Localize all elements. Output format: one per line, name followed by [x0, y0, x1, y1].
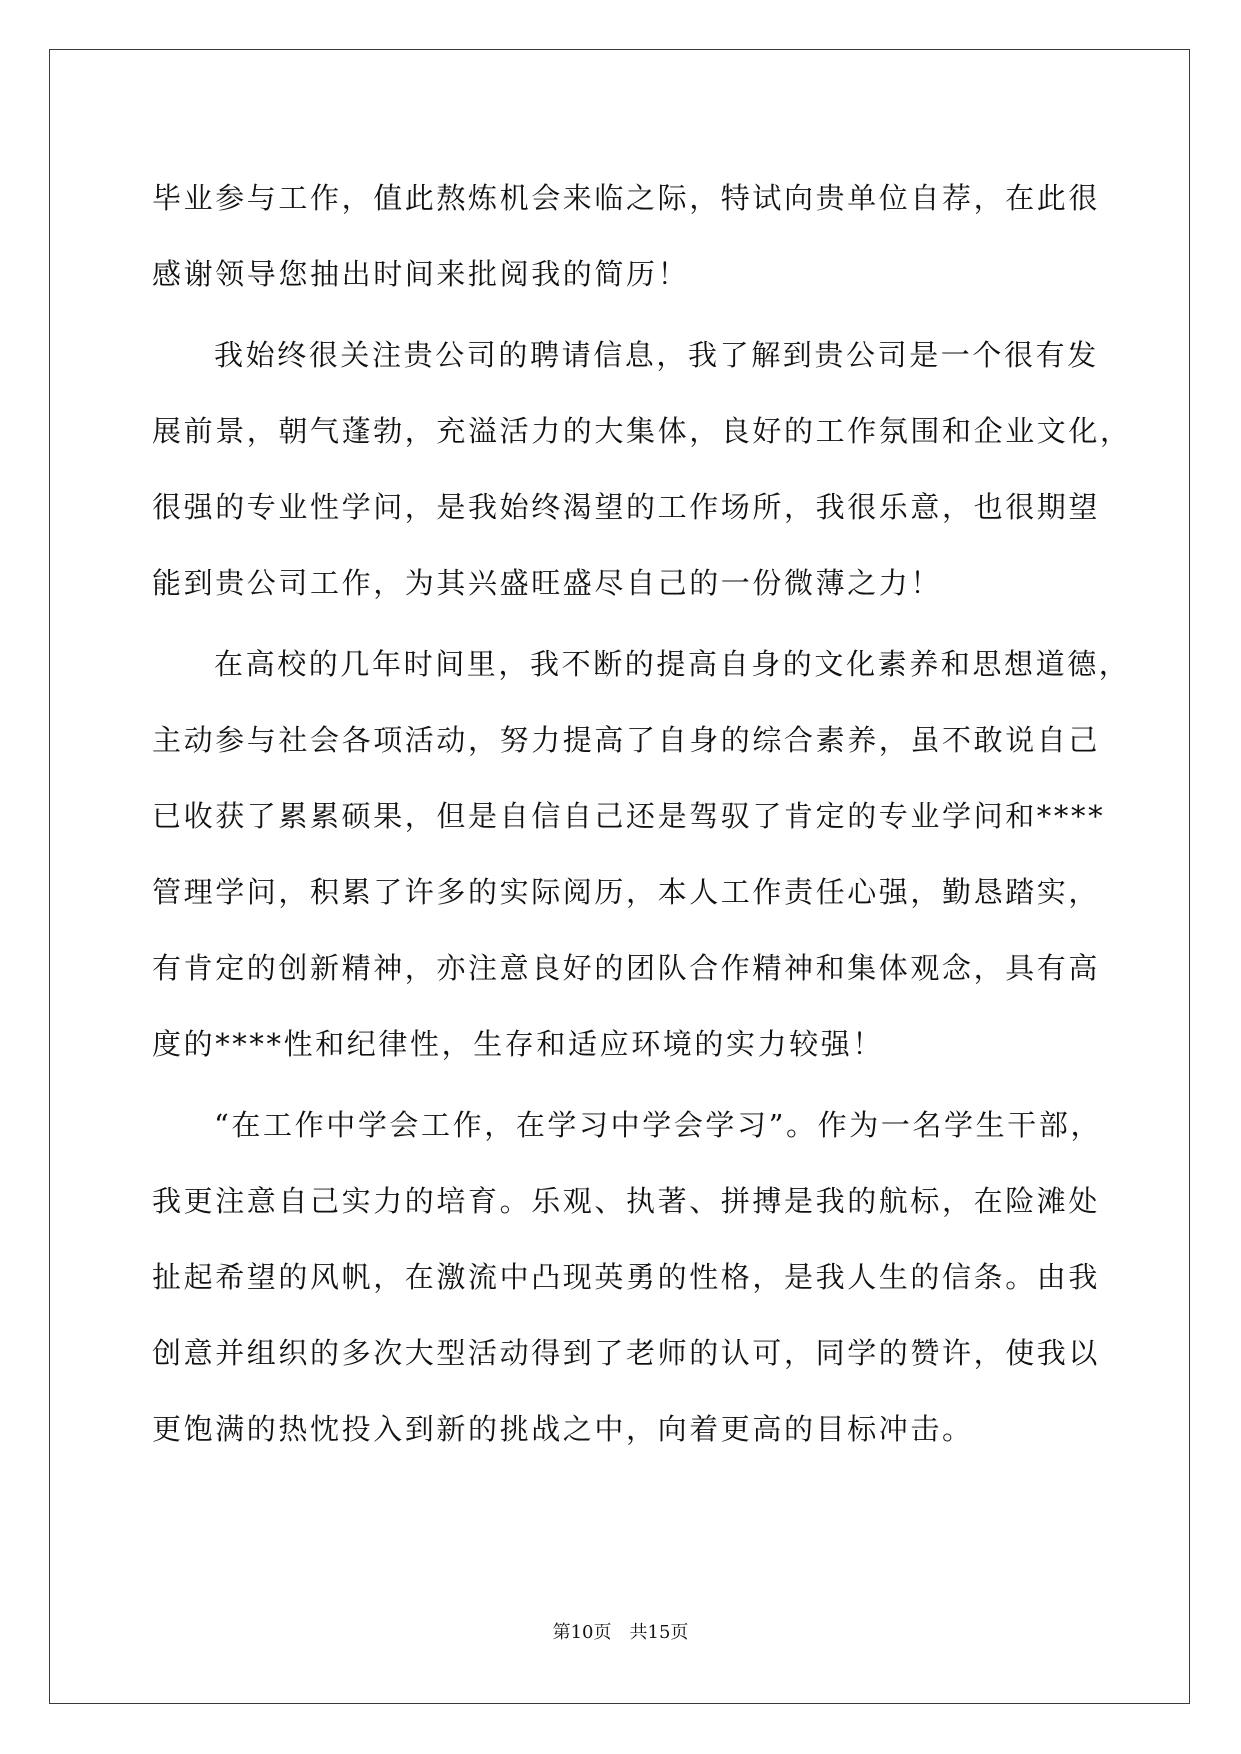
paragraph-first-line: 我始终很关注贵公司的聘请信息，我了解到贵公司是一个很有发 — [214, 338, 1099, 372]
text-line: 主动参与社会各项活动，努力提高了自身的综合素养，虽不敢说自己 — [152, 723, 1101, 757]
text-line: 能到贵公司工作，为其兴盛旺盛尽自己的一份微薄之力！ — [152, 566, 943, 600]
text-line: 有肯定的创新精神，亦注意良好的团队合作精神和集体观念，具有高 — [152, 951, 1101, 985]
page-number-footer: 第10页 共15页 — [552, 1622, 689, 1643]
text-line: 很强的专业性学问，是我始终渴望的工作场所，我很乐意，也很期望 — [152, 490, 1101, 524]
text-line: 度的****性和纪律性，生存和适应环境的实力较强！ — [152, 1027, 885, 1061]
text-line: 感谢领导您抽出时间来批阅我的简历！ — [152, 257, 690, 291]
document-body — [152, 160, 1132, 1467]
text-line: 创意并组织的多次大型活动得到了老师的认可，同学的赞许，使我以 — [152, 1336, 1101, 1370]
text-line: 已收获了累累硕果，但是自信自己还是驾驭了肯定的专业学问和**** — [152, 799, 1106, 833]
text-line: 我更注意自己实力的培育。乐观、执著、拼搏是我的航标，在险滩处 — [152, 1184, 1101, 1218]
text-line: 毕业参与工作，值此熬炼机会来临之际，特试向贵单位自荐，在此很 — [152, 181, 1101, 215]
paragraph-first-line: “在工作中学会工作，在学习中学会学习”。作为一名学生干部， — [214, 1108, 1103, 1142]
text-line: 扯起希望的风帆，在激流中凸现英勇的性格，是我人生的信条。由我 — [152, 1260, 1101, 1294]
text-line: 更饱满的热忱投入到新的挑战之中，向着更高的目标冲击。 — [152, 1412, 974, 1446]
text-line: 管理学问，积累了许多的实际阅历，本人工作责任心强，勤恳踏实， — [152, 875, 1101, 909]
paragraph-first-line: 在高校的几年时间里，我不断的提高自身的文化素养和思想道德， — [214, 647, 1131, 681]
text-line: 展前景，朝气蓬勃，充溢活力的大集体，良好的工作氛围和企业文化， — [152, 414, 1132, 448]
